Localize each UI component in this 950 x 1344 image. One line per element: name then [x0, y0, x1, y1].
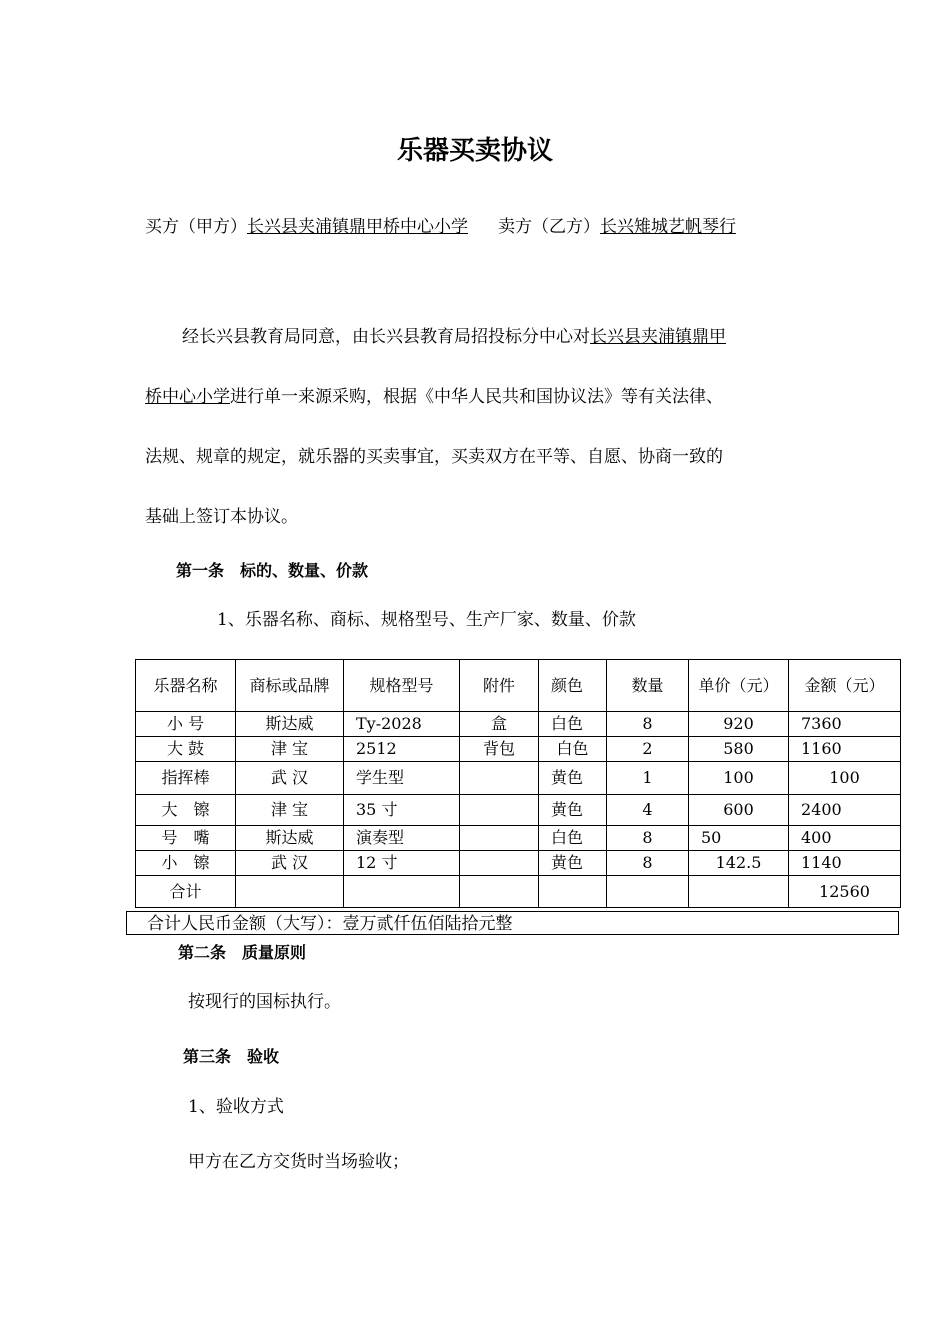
cell-name: 大 鼓 — [136, 737, 236, 762]
cell-accessory — [460, 851, 539, 876]
article2-text: 按现行的国标执行。 — [188, 992, 341, 1012]
article1-subheading: 1、乐器名称、商标、规格型号、生产厂家、数量、价款 — [217, 610, 636, 630]
cell-price: 600 — [689, 795, 789, 826]
cell-color: 黄色 — [539, 795, 607, 826]
col-header: 附件 — [460, 660, 539, 712]
total-label: 合计 — [136, 876, 236, 908]
document-title: 乐器买卖协议 — [396, 136, 553, 166]
total-amount: 12560 — [789, 876, 901, 908]
cell-qty: 1 — [607, 762, 689, 795]
col-header: 规格型号 — [344, 660, 460, 712]
buyer-label: 买方（甲方） — [145, 217, 247, 237]
table-row — [136, 712, 901, 737]
cell-qty: 8 — [607, 851, 689, 876]
article2-heading: 第二条 质量原则 — [178, 943, 307, 962]
cell-name: 大 镲 — [136, 795, 236, 826]
article3-text: 甲方在乙方交货时当场验收； — [188, 1152, 409, 1172]
intro-line-2 — [145, 386, 723, 408]
parties-line — [145, 216, 736, 238]
col-header: 颜色 — [539, 660, 607, 712]
col-header: 乐器名称 — [136, 660, 236, 712]
table-header-row — [136, 660, 901, 712]
col-header: 单价（元） — [689, 660, 789, 712]
cell-qty: 8 — [607, 712, 689, 737]
seller-name: 长兴雉城艺帆琴行 — [600, 217, 736, 237]
cell-brand: 武 汉 — [236, 851, 344, 876]
cell-color: 白色 — [539, 712, 607, 737]
intro-text: 经长兴县教育局同意，由长兴县教育局招投标分中心对 — [182, 327, 590, 347]
cell-brand: 斯达威 — [236, 826, 344, 851]
intro-school-name-part1: 长兴县夹浦镇鼎甲 — [590, 327, 726, 347]
cell-price: 142.5 — [689, 851, 789, 876]
cell-color: 黄色 — [539, 851, 607, 876]
cell-model: 2512 — [344, 737, 460, 762]
buyer-name: 长兴县夹浦镇鼎甲桥中心小学 — [247, 217, 468, 237]
cell-accessory — [460, 762, 539, 795]
seller-label: 卖方（乙方） — [498, 217, 600, 237]
cell-name: 指挥棒 — [136, 762, 236, 795]
intro-line-3: 法规、规章的规定，就乐器的买卖事宜，买卖双方在平等、自愿、协商一致的 — [145, 447, 723, 467]
cell-color: 黄色 — [539, 762, 607, 795]
cell-qty: 8 — [607, 826, 689, 851]
cell-price: 920 — [689, 712, 789, 737]
cell-brand: 津 宝 — [236, 795, 344, 826]
cell-model: 演奏型 — [344, 826, 460, 851]
cell-amount: 1160 — [789, 737, 901, 762]
cell-brand: 斯达威 — [236, 712, 344, 737]
cell-accessory — [460, 826, 539, 851]
article1-heading: 第一条 标的、数量、价款 — [176, 561, 369, 580]
cell-name: 小 镲 — [136, 851, 236, 876]
cell-price: 580 — [689, 737, 789, 762]
col-header: 数量 — [607, 660, 689, 712]
cell-brand: 津 宝 — [236, 737, 344, 762]
cell-accessory: 背包 — [460, 737, 539, 762]
cell-accessory — [460, 795, 539, 826]
intro-line-4: 基础上签订本协议。 — [145, 507, 298, 527]
cell-accessory: 盒 — [460, 712, 539, 737]
cell-amount: 2400 — [789, 795, 901, 826]
intro-text: 进行单一来源采购，根据《中华人民共和国协议法》等有关法律、 — [230, 387, 723, 407]
cell-color: 白色 — [539, 737, 607, 762]
col-header: 金额（元） — [789, 660, 901, 712]
table-row — [136, 762, 901, 795]
table-total-row — [136, 876, 901, 908]
cell-amount: 100 — [789, 762, 901, 795]
cell-price: 100 — [689, 762, 789, 795]
cell-price: 50 — [689, 826, 789, 851]
cell-model: 12 寸 — [344, 851, 460, 876]
cell-amount: 1140 — [789, 851, 901, 876]
total-rmb-uppercase: 合计人民币金额（大写）：壹万贰仟伍佰陆拾元整 — [126, 911, 899, 935]
table-row — [136, 737, 901, 762]
cell-name: 号 嘴 — [136, 826, 236, 851]
article3-heading: 第三条 验收 — [183, 1047, 280, 1066]
table-row — [136, 851, 901, 876]
items-table — [135, 659, 901, 908]
cell-amount: 7360 — [789, 712, 901, 737]
cell-qty: 4 — [607, 795, 689, 826]
article3-subheading: 1、验收方式 — [188, 1097, 284, 1117]
intro-school-name-part2: 桥中心小学 — [145, 387, 230, 407]
cell-model: Ty-2028 — [344, 712, 460, 737]
cell-name: 小 号 — [136, 712, 236, 737]
cell-brand: 武 汉 — [236, 762, 344, 795]
intro-line-1 — [182, 326, 726, 348]
col-header: 商标或品牌 — [236, 660, 344, 712]
table-row — [136, 795, 901, 826]
cell-model: 学生型 — [344, 762, 460, 795]
table-row — [136, 826, 901, 851]
cell-qty: 2 — [607, 737, 689, 762]
cell-amount: 400 — [789, 826, 901, 851]
cell-color: 白色 — [539, 826, 607, 851]
cell-model: 35 寸 — [344, 795, 460, 826]
